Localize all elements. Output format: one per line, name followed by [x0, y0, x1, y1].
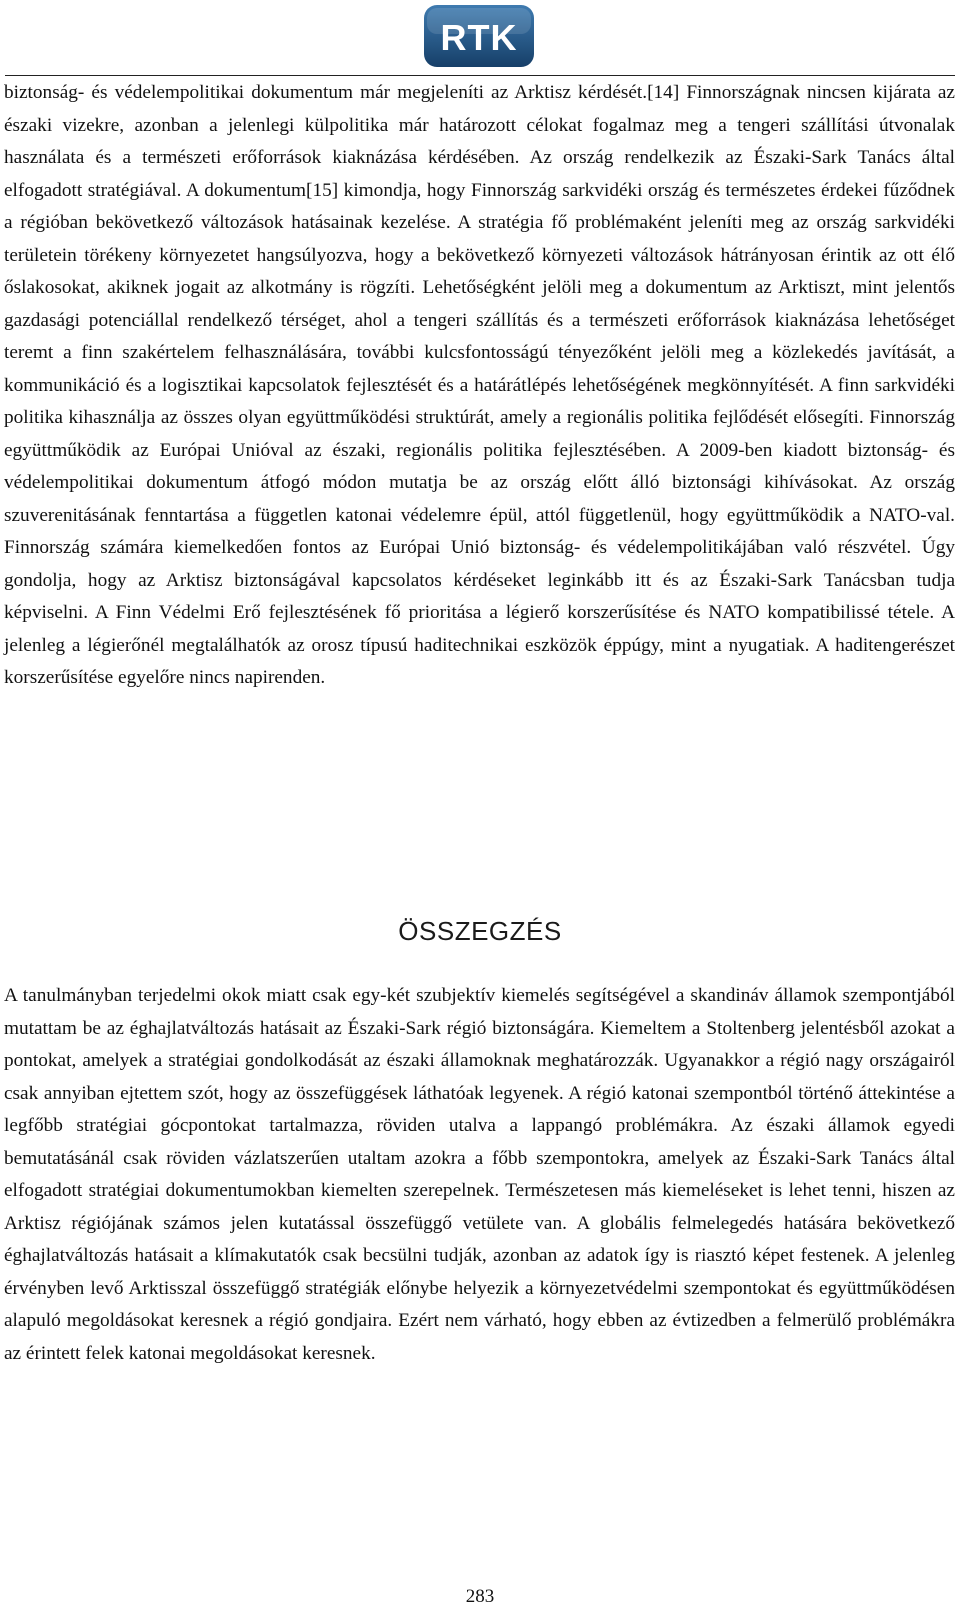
section-heading: ÖSSZEGZÉS [398, 916, 562, 946]
header-divider [5, 75, 955, 76]
body-paragraph-2: A tanulmányban terjedelmi okok miatt csak egy-két szubjektív kiemelés segítségével a skandináv államok szempontjából mutattam be az éghajlatváltozás hatásait az Északi-Sark régió biztonságára. Kiemeltem a Stoltenberg jelentésből azokat a pontokat, amelyek a stratégiai gondolkodását az északi államoknak meghatározzák. Ugyanakkor a régió nagy országairól csak annyiban ejtettem szót, hogy az összefüggések láthatóak legyenek. A régió katonai szempontból történő áttekintése a legfőbb stratégiai gócpontokat tartalmazza, röviden utalva a lappangó problémákra. Az északi államok egyedi bemutatásánál csak röviden vázlatszerűen utaltam azokra a főbb szempontokra, amelyek az Északi-Sark Tanács által elfogadott stratégiai dokumentumokban kiemelten szerepelnek. Természetesen más kiemeléseket is lehet tenni, hiszen az Arktisz régiójának számos jelen kutatással összefüggő vetülete van. A globális felmelegedés hatására bekövetkező éghajlatváltozás hatásait a klímakutatók csak becsülni tudják, azonban az adatok így is riasztó képet festenek. A jelenleg érvényben levő Arktisszal összefüggő stratégiák előnybe helyezik a környezetvédelmi szempontokat és együttműködésen alapuló megoldásokat keresnek a régió gondjaira. Ezért nem várható, hogy ebben az évtizedben a felmerülő problémákra az érintett felek katonai megoldásokat keresnek. [4, 985, 955, 1364]
page-number: 283 [465, 1586, 495, 1607]
rtk-logo [422, 3, 536, 69]
body-paragraph-1: biztonság- és védelempolitikai dokumentum már megjeleníti az Arktisz kérdését.[14] Finnországnak nincsen kijárata az északi vizekre, azonban a jelenlegi külpolitika már határozott célokat fogalmaz meg a tengeri szállítási útvonalak használata és a természeti erőforrások kiaknázása kérdésében. Az ország rendelkezik az Északi-Sark Tanács által elfogadott stratégiával. A dokumentum[15] kimondja, hogy Finnország sarkvidéki ország és természetes érdekei fűződnek a régióban bekövetkező változások hatásainak kezelése. A stratégia fő problémaként jeleníti meg az ország sarkvidéki területein törékeny környezetet hangsúlyozva, hogy a bekövetkező környezeti változások hátrányosan érintik az ott élő őslakosokat, akiknek jogait az alkotmány is rögzíti. Lehetőségként jelöli meg a dokumentum az Arktiszt, mint jelentős gazdasági potenciállal rendelkező térséget, ahol a tengeri szállítás és a természeti erőforrások kiaknázása lehetőséget teremt a finn szakértelem felhasználására, további kulcsfontosságú tényezőként jelöli meg a közlekedés javítását, a kommunikáció és a logisztikai kapcsolatok fejlesztését és a határátlépés lehetőségének megkönnyítését. A finn sarkvidéki politika kihasználja az összes olyan együttműködési struktúrát, amely a regionális politika fejlődését elősegíti. Finnország együttműködik az Európai Unióval az északi, regionális politika fejlesztésében. A 2009-ben kiadott biztonság- és védelempolitikai dokumentum átfogó módon mutatja be az ország előtt álló biztonsági kihívásokat. Az ország szuverenitásának fenntartása a független katonai védelemre épül, attól függetlenül, hogy együttműködik a NATO-val. Finnország számára kiemelkedően fontos az Európai Unió biztonság- és védelempolitikájában való részvétel. Úgy gondolja, hogy az Arktisz biztonságával kapcsolatos kérdéseket leginkább itt és az Északi-Sark Tanácsban tudja képviselni. A Finn Védelmi Erő fejlesztésének fő prioritása a légierő korszerűsítése és NATO kompatibilissé tétele. A jelenleg a légierőnél megtalálhatók az orosz típusú haditechnikai eszközök éppúgy, mint a nyugatiak. A haditengerészet korszerűsítése egyelőre nincs napirenden. [4, 82, 955, 688]
logo-text: RTK [440, 17, 518, 58]
